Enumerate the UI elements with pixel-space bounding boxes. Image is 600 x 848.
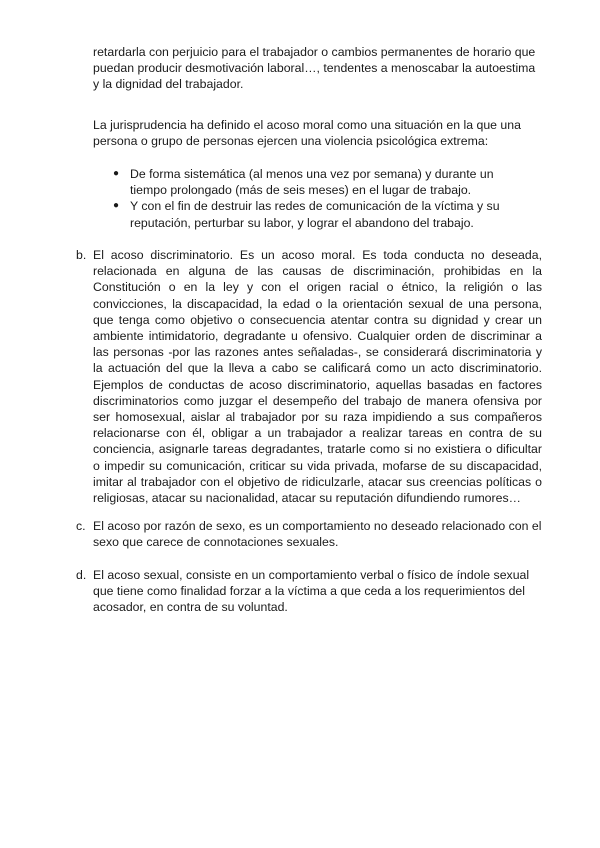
item-letter: d. [76,568,87,582]
bullet-text: Y con el fin de destruir las redes de comunicación de la víctima y su reputación, perturbar su labor, y lograr el abandono del trabajo. [130,199,500,230]
bullet-text: De forma sistemática (al menos una vez por semana) y durante un tiempo prolongado (más de seis meses) en el lugar de trabajo. [130,167,494,198]
item-letter: c. [76,519,86,533]
list-item-c [76,518,542,550]
list-item-b [76,247,542,506]
item-text: El acoso por razón de sexo, es un comportamiento no deseado relacionado con el sexo que carece de connotaciones sexuales. [93,519,542,550]
list-item-d [76,567,542,616]
item-text: El acoso sexual, consiste en un comportamiento verbal o físico de índole sexual que tiene como finalidad forzar a la víctima a que ceda a los requerimientos del acosador, en contra de su voluntad. [93,568,530,615]
list-item [113,198,513,230]
intro-paragraph: retardarla con perjuicio para el trabajador o cambios permanentes de horario que puedan producir desmotivación laboral…, tendentes a menoscabar la autoestima y la dignidad del trabajador. [93,45,536,92]
item-letter: b. [76,248,87,262]
list-item [113,166,513,198]
jurisprudence-paragraph: La jurisprudencia ha definido el acoso moral como una situación en la que una persona o grupo de personas ejercen una violencia psicológica extrema: [93,118,521,149]
bullet-icon: ● [113,168,120,179]
bullet-list [113,166,513,231]
bullet-icon: ● [113,200,120,212]
item-text: El acoso discriminatorio. Es un acoso moral. Es toda conducta no deseada, relacionada en alguna de las causas de discriminación, prohibidas en la Constitución o en la ley y con el origen racial o étnico, la religión o las convicciones, la discapacidad, la edad o la orientación sexual de una persona, que tenga como objetivo o consecuencia atentar contra su dignidad y crear un ambiente intimidatorio, degradante u ofensivo. Cualquier orden de discriminar a las personas -por las razones antes señaladas-, se considerará discriminatoria y la actuación del que la lleva a cabo se calificará como un acto discriminatorio. Ejemplos de conductas de acoso discriminatorio, aquellas basadas en factores discriminatorios como juzgar el desempeño del trabajo de manera ofensiva por ser homosexual, aislar al trabajador por su raza impidiendo a sus compañeros relacionarse con él, obligar a un trabajador a realizar tareas en contra de su conciencia, asignarle tareas degradantes, tratarle como si no existiera o dificultar o impedir su comunicación, criticar su vida privada, mofarse de su discapacidad, imitar al trabajador con el objetivo de ridiculzarle, atacar sus creencias políticas o religiosas, atacar su nacionalidad, atacar su reputación difundiendo rumores… [93,248,542,506]
